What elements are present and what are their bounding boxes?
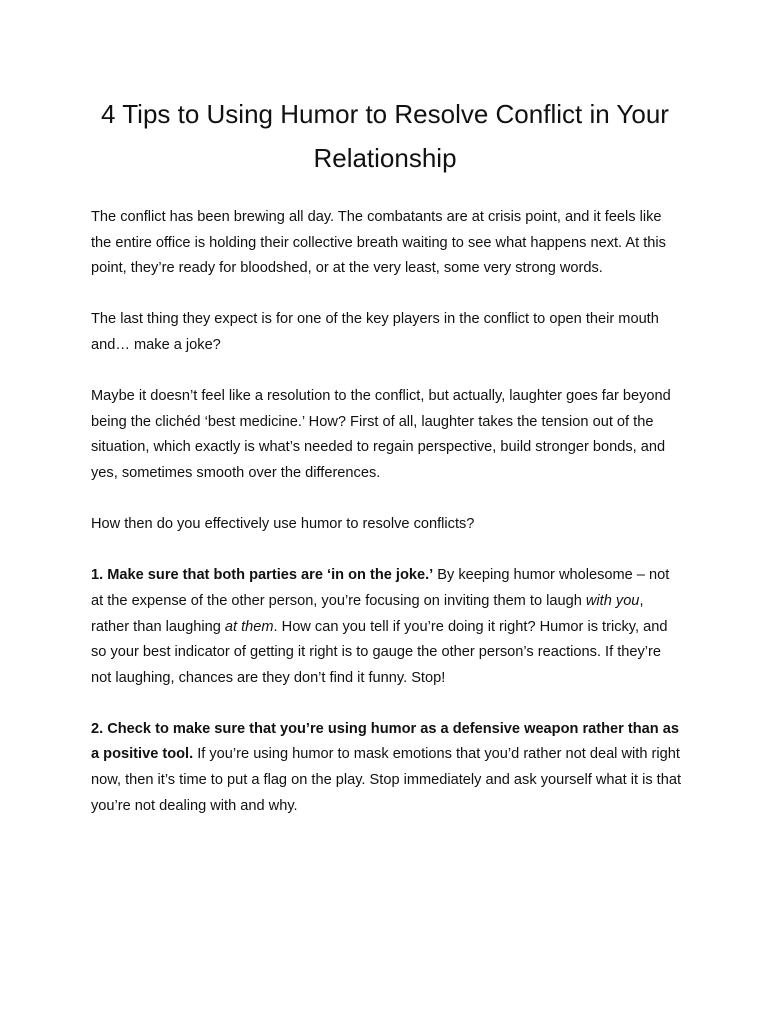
tip-2-text: If you’re using humor to mask emotions that you’d rather not deal with right now, then it’s time to put a flag on the play. Stop immediately and ask yourself what it is that you’re not dealing with and why. <box>91 746 682 814</box>
document-body <box>91 205 683 845</box>
tip-1-emphasis-b: at them <box>224 618 274 635</box>
document-title: 4 Tips to Using Humor to Resolve Conflict in Your Relationship <box>101 99 669 173</box>
paragraph-question: How then do you effectively use humor to resolve conflicts? <box>91 516 475 533</box>
tip-1-text-b: , rather than laughing <box>91 592 644 635</box>
paragraph-intro: The conflict has been brewing all day. The combatants are at crisis point, and it feels like the entire office is holding their collective breath waiting to see what happens next. At this point, they’re ready for bloodshed, or at the very least, some very strong words. <box>91 209 666 277</box>
tip-1-text-a: By keeping humor wholesome – not at the expense of the other person, you’re focusing on inviting them to laugh <box>91 567 670 609</box>
tip-1 <box>91 563 683 691</box>
tip-1-heading: 1. Make sure that both parties are ‘in on the joke.’ <box>91 567 434 584</box>
paragraph-laughter: Maybe it doesn’t feel like a resolution to the conflict, but actually, laughter goes far beyond being the clichéd ‘best medicine.’ How? First of all, laughter takes the tension out of the situation, which exactly is what’s needed to regain perspective, build stronger bonds, and yes, sometimes smooth over the differences. <box>91 388 671 481</box>
tip-1-text-c: . How can you tell if you’re doing it right? Humor is tricky, and so your best indicator of getting it right is to gauge the other person’s reactions. If they’re not laughing, chances are they don’t find it funny. Stop! <box>91 618 668 686</box>
paragraph-joke: The last thing they expect is for one of the key players in the conflict to open their mouth and… make a joke? <box>91 311 659 353</box>
tip-2-heading: 2. Check to make sure that you’re using humor as a defensive weapon rather than as a positive tool. <box>91 720 679 763</box>
tip-2 <box>91 717 683 819</box>
tip-1-emphasis-a: with you <box>585 592 640 609</box>
